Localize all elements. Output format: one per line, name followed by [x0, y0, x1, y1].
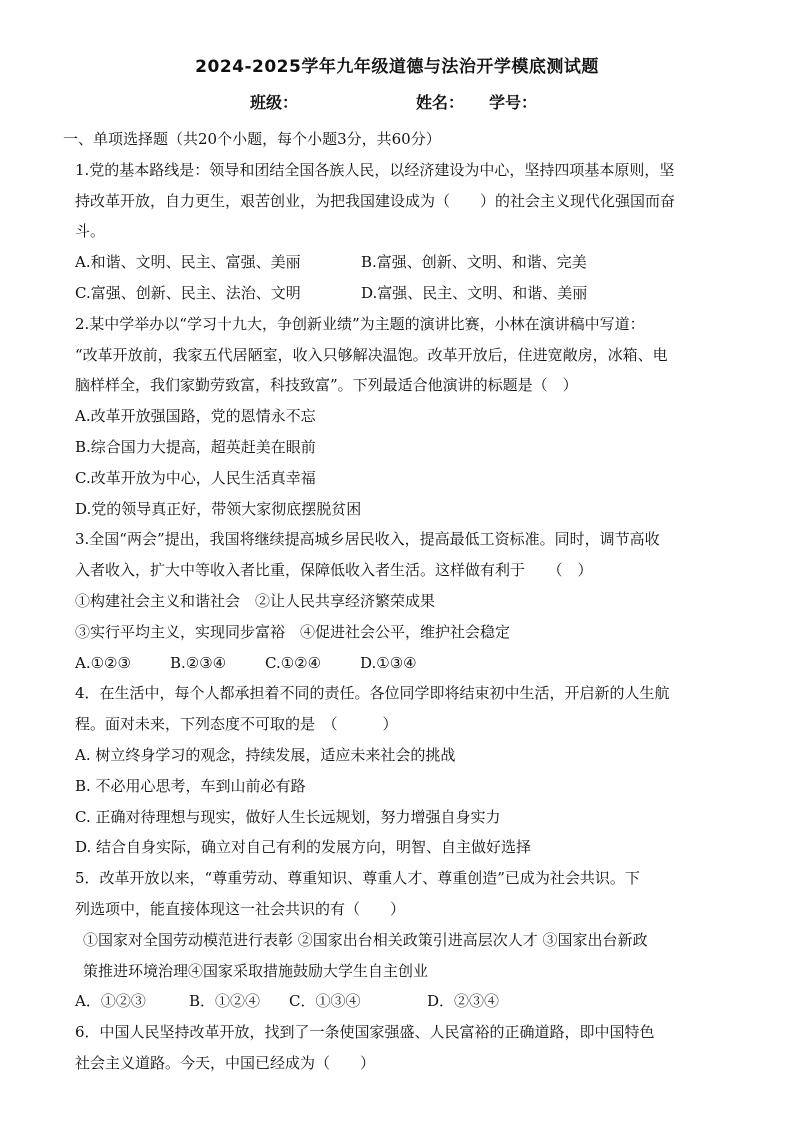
- q1-stem-line-2: 持改革开放，自力更生，艰苦创业，为把我国建设成为（ ）的社会主义现代化强国而奋: [75, 191, 676, 210]
- q3-option-b[interactable]: B.②③④: [170, 653, 227, 672]
- q4-option-b[interactable]: B. 不必用心思考，车到山前必有路: [75, 776, 306, 795]
- q5-options-row: [75, 986, 725, 1017]
- q1-stem-line-3: 斗。: [75, 222, 106, 241]
- class-label: 班级：: [250, 93, 299, 112]
- q5-stem-line-1: 5．改革开放以来，“尊重劳动、尊重知识、尊重人才、尊重创造”已成为社会共识。下: [75, 869, 640, 888]
- q2-option-b[interactable]: B.综合国力大提高，超英赶美在眼前: [75, 437, 316, 456]
- q5-statements-line-2: 策推进环境治理④国家采取措施鼓励大学生自主创业: [83, 961, 429, 980]
- q3-option-a[interactable]: A.①②③: [75, 653, 131, 672]
- q1-options-row-2: [75, 278, 725, 309]
- q5-option-d[interactable]: D．②③④: [427, 992, 500, 1011]
- student-id-label: 学号：: [489, 93, 538, 112]
- q3-stem-line-2: 入者收入，扩大中等收入者比重，保障低收入者生活。这样做有利于 （ ）: [75, 561, 593, 580]
- q2-stem-line-3: 脑样样全，我们家勤劳致富，科技致富”。下列最适合他演讲的标题是（ ）: [75, 376, 578, 395]
- q3-statements-line-1: ①构建社会主义和谐社会 ②让人民共享经济繁荣成果: [75, 591, 436, 610]
- q3-stem-line-1: 3.全国“两会”提出，我国将继续提高城乡居民收入，提高最低工资标准。同时，调节高收: [75, 530, 660, 549]
- q4-option-a[interactable]: A. 树立终身学习的观念，持续发展，适应未来社会的挑战: [75, 745, 456, 764]
- q1-option-d[interactable]: D.富强、民主、文明、和谐、美丽: [361, 283, 588, 302]
- section-heading: 一、单项选择题（共20个小题，每个小题3分，共60分）: [63, 130, 441, 148]
- q5-option-b[interactable]: B．①②④: [189, 992, 261, 1011]
- q2-option-d[interactable]: D.党的领导真正好，带领大家彻底摆脱贫困: [75, 499, 362, 518]
- q1-option-c[interactable]: C.富强、创新、民主、法治、文明: [75, 283, 301, 302]
- q5-option-c[interactable]: C．①③④: [289, 992, 361, 1011]
- q4-stem-line-2: 程。面对未来，下列态度不可取的是 （ ）: [75, 715, 398, 734]
- student-info-line: [0, 90, 794, 114]
- q4-stem-line-1: 4．在生活中，每个人都承担着不同的责任。各位同学即将结束初中生活，开启新的人生航: [75, 684, 670, 703]
- q3-option-c[interactable]: C.①②④: [265, 653, 322, 672]
- q5-option-a[interactable]: A．①②③: [75, 992, 146, 1011]
- q2-option-c[interactable]: C.改革开放为中心，人民生活真幸福: [75, 468, 316, 487]
- q1-options-row-1: [75, 247, 725, 278]
- q4-option-d[interactable]: D. 结合自身实际，确立对自己有利的发展方向，明智、自主做好选择: [75, 838, 532, 857]
- q2-stem-line-2: “改革开放前，我家五代居陋室，收入只够解决温饱。改革开放后，住进宽敞房，冰箱、电: [75, 345, 668, 364]
- q1-option-a[interactable]: A.和谐、文明、民主、富强、美丽: [75, 253, 301, 272]
- exam-title: 2024-2025学年九年级道德与法治开学模底测试题: [195, 57, 599, 77]
- q3-options-row: [75, 648, 725, 679]
- q6-stem-line-2: 社会主义道路。今天，中国已经成为（ ）: [75, 1053, 376, 1072]
- q5-stem-line-2: 列选项中，能直接体现这一社会共识的有（ ）: [75, 899, 406, 918]
- question-content: [63, 124, 725, 1079]
- q2-option-a[interactable]: A.改革开放强国路，党的恩情永不忘: [75, 407, 316, 426]
- q4-option-c[interactable]: C. 正确对待理想与现实，做好人生长远规划，努力增强自身实力: [75, 807, 501, 826]
- q5-statements-line-1: ①国家对全国劳动模范进行表彰 ②国家出台相关政策引进高层次人才 ③国家出台新政: [83, 930, 648, 949]
- q3-option-d[interactable]: D.①③④: [360, 653, 417, 672]
- q6-stem-line-1: 6．中国人民坚持改革开放，找到了一条使国家强盛、人民富裕的正确道路，即中国特色: [75, 1023, 655, 1042]
- q1-option-b[interactable]: B.富强、创新、文明、和谐、完美: [361, 253, 587, 272]
- q2-stem-line-1: 2.某中学举办以“学习十九大，争创新业绩”为主题的演讲比赛，小林在演讲稿中写道：: [75, 314, 645, 333]
- q3-statements-line-2: ③实行平均主义，实现同步富裕 ④促进社会公平，维护社会稳定: [75, 622, 511, 641]
- name-label: 姓名：: [416, 93, 465, 112]
- q1-stem-line-1: 1.党的基本路线是：领导和团结全国各族人民，以经济建设为中心，坚持四项基本原则，坚: [75, 160, 675, 179]
